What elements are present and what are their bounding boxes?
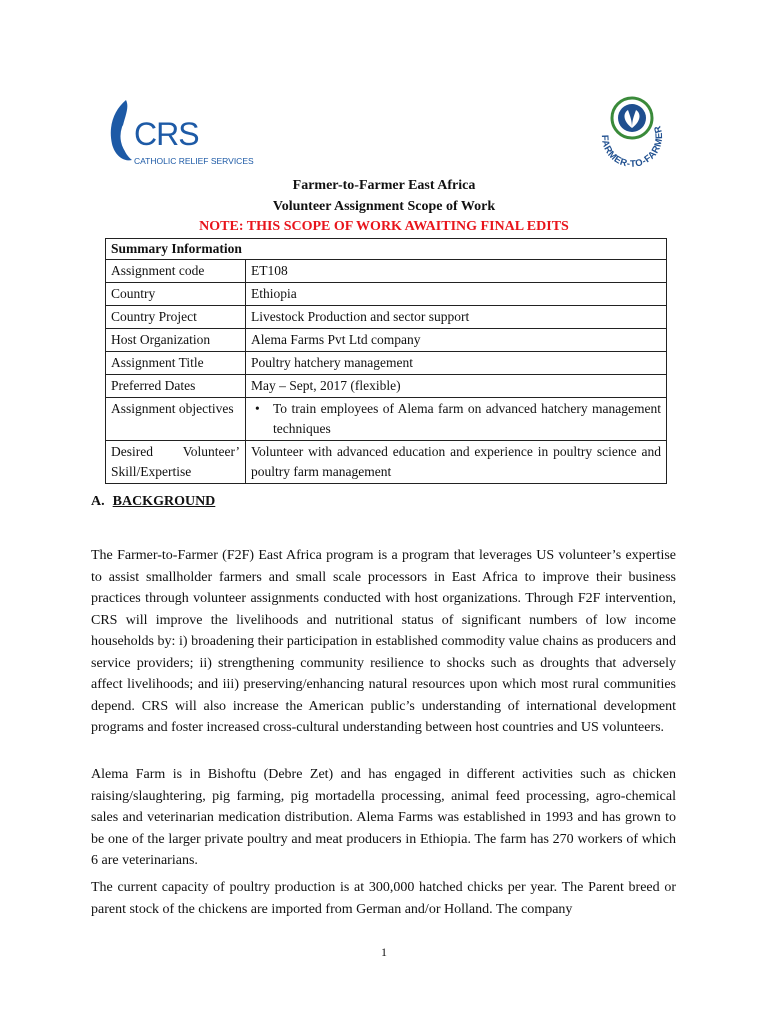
table-row	[106, 375, 667, 398]
table-row	[106, 398, 667, 441]
crs-wordmark: CRS	[134, 116, 199, 152]
table-row	[106, 306, 667, 329]
row-label: Host Organization	[106, 329, 246, 352]
row-value: ET108	[246, 260, 667, 283]
crs-subtitle: CATHOLIC RELIEF SERVICES	[134, 156, 254, 166]
table-row	[106, 441, 667, 484]
row-value: Poultry hatchery management	[246, 352, 667, 375]
crs-logo	[104, 96, 254, 174]
row-label: Country Project	[106, 306, 246, 329]
section-letter: A.	[91, 494, 105, 509]
summary-table	[105, 238, 667, 484]
bullet-item	[251, 399, 661, 439]
row-label: Assignment Title	[106, 352, 246, 375]
row-label: Country	[106, 283, 246, 306]
row-value: Ethiopia	[246, 283, 667, 306]
bullet-icon: •	[255, 401, 260, 416]
row-label: Assignment code	[106, 260, 246, 283]
summary-title: Summary Information	[106, 239, 667, 260]
doc-note: NOTE: THIS SCOPE OF WORK AWAITING FINAL EDITS	[199, 219, 569, 234]
farmer-to-farmer-seal-icon	[582, 88, 682, 188]
summary-header-row	[106, 239, 667, 260]
paragraph-alema-farm: Alema Farm is in Bishoftu (Debre Zet) and has engaged in different activities such as chicken raising/slaughtering, pig farming, pig mortadella processing, animal feed processing, agro-chemical sales and veterinarian medication distribution. Alema Farms was established in 1993 and has grown to be one of the larger private poultry and meat producers in Ethiopia. The farm has 270 workers of which 6 are veterinarians.	[91, 767, 676, 868]
section-heading	[91, 494, 215, 510]
row-value	[246, 398, 667, 441]
doc-title-program: Farmer-to-Farmer East Africa	[292, 178, 476, 193]
table-row	[106, 260, 667, 283]
farmer-to-farmer-logo	[582, 88, 682, 188]
table-row	[106, 283, 667, 306]
row-label: Preferred Dates	[106, 375, 246, 398]
row-value: Alema Farms Pvt Ltd company	[246, 329, 667, 352]
row-label: Desired Volunteer’ Skill/Expertise	[106, 441, 246, 484]
paragraph-capacity: The current capacity of poultry production is at 300,000 hatched chicks per year. The Parent breed or parent stock of the chickens are imported from German and/or Holland. The company	[91, 880, 676, 917]
row-value: Volunteer with advanced education and experience in poultry science and poultry farm management	[246, 441, 667, 484]
page-number: 1	[381, 945, 387, 959]
section-title: BACKGROUND	[112, 494, 216, 509]
row-value: Livestock Production and sector support	[246, 306, 667, 329]
doc-title-scope: Volunteer Assignment Scope of Work	[272, 199, 496, 214]
table-row	[106, 352, 667, 375]
f2f-ring-text: FARMER-TO-FARMER	[598, 124, 666, 170]
paragraph-f2f-program: The Farmer-to-Farmer (F2F) East Africa program is a program that leverages US volunteer’s expertise to assist smallholder farmers and small scale processors in East Africa to improve their business practices through volunteer assignments conducted with host organizations. Through F2F intervention, CRS will improve the livelihoods and nutritional status of significant numbers of low income households by: i) broadening their participation in established commodity value chains as producers and service providers; ii) strengthening community resilience to shocks such as droughts that adversely affect livelihoods; and iii) preserving/enhancing natural resources upon which most rural communities depend. CRS will also increase the American public’s understanding of international development programs and foster increased cross-cultural understanding between host countries and US volunteers.	[91, 548, 676, 735]
row-value: May – Sept, 2017 (flexible)	[246, 375, 667, 398]
table-row	[106, 329, 667, 352]
row-label: Assignment objectives	[106, 398, 246, 441]
objective-text: To train employees of Alema farm on advanced hatchery management techniques	[273, 401, 661, 436]
